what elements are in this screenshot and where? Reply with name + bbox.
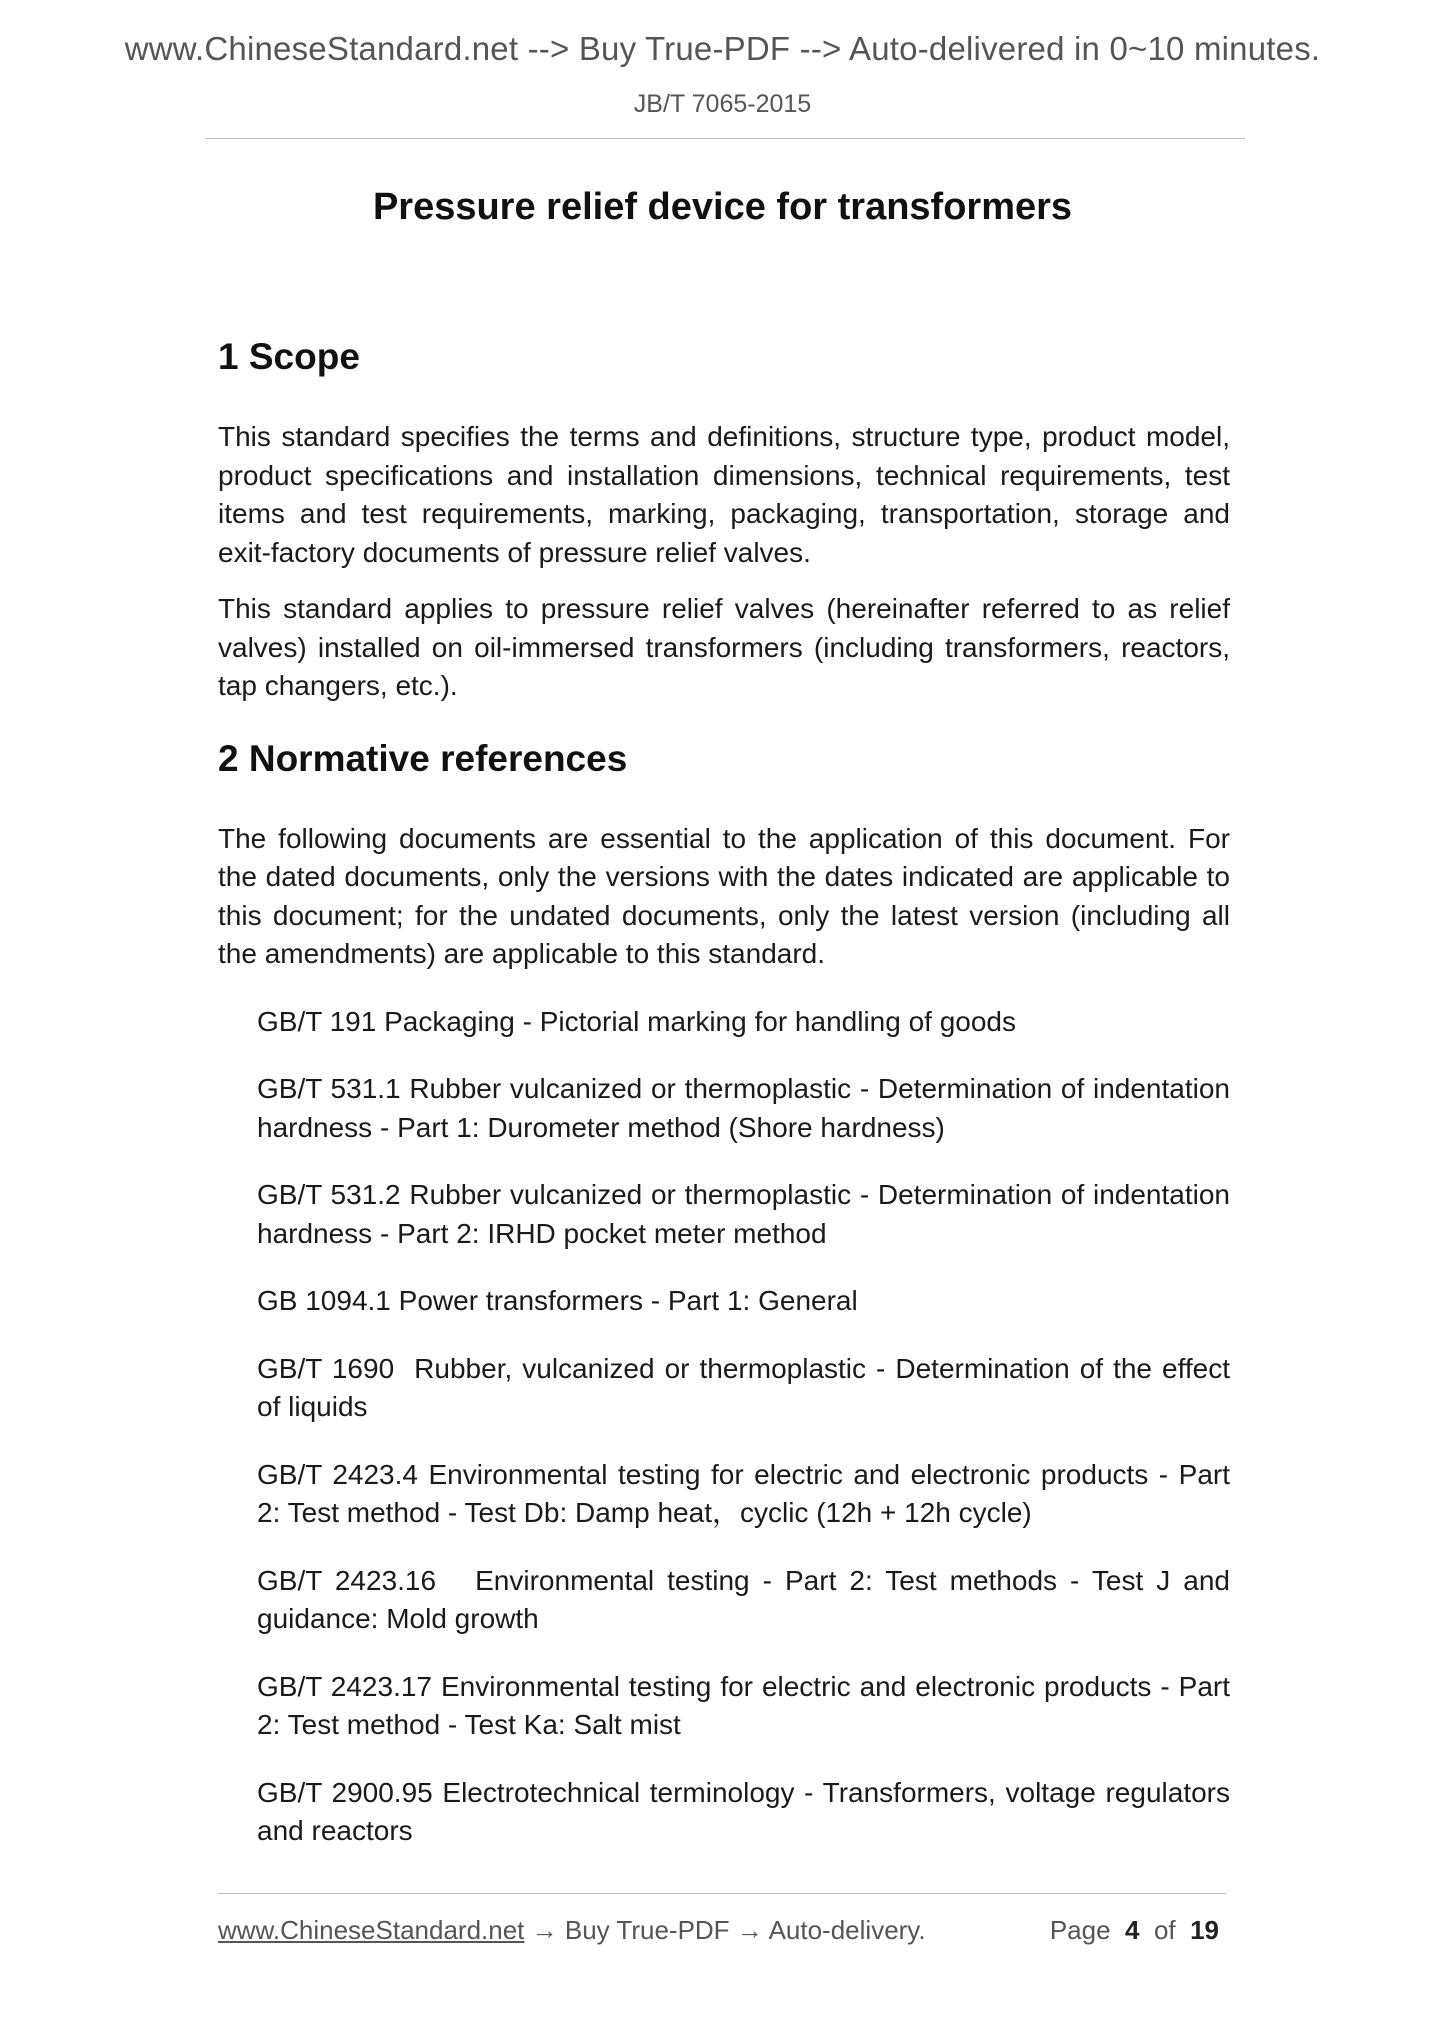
header-divider <box>205 138 1245 139</box>
page-current: 4 <box>1125 1915 1140 1945</box>
section-heading-scope: 1 Scope <box>218 336 360 377</box>
footer-tagline: → Buy True-PDF → Auto-delivery. <box>524 1915 926 1945</box>
page-footer <box>218 1915 1226 1946</box>
section-heading-normative-references: 2 Normative references <box>218 737 628 779</box>
reference-item: GB/T 1690 Rubber, vulcanized or thermoplastic - Determination of the effect of liquids <box>257 1352 1238 1422</box>
page-indicator <box>1050 1915 1219 1946</box>
page-label: Page <box>1049 1915 1111 1945</box>
reference-item: GB/T 531.1 Rubber vulcanized or thermoplastic - Determination of indentation hardness - Part 1: Durometer method (Shore hardness) <box>257 1073 1230 1143</box>
document-title: Pressure relief device for transformers <box>372 186 1073 228</box>
reference-item: GB/T 2900.95 Electrotechnical terminology - Transformers, voltage regulators and reactors <box>257 1776 1230 1846</box>
footer-site-link[interactable]: www.ChineseStandard.net <box>218 1915 525 1945</box>
footer-divider <box>218 1893 1226 1894</box>
page-total: 19 <box>1190 1915 1219 1945</box>
normative-intro-paragraph: The following documents are essential to the application of this document. For the dated documents, only the versions with the dates indicated are applicable to this document; for the undated documents, only the latest version (including all the amendments) are applicable to this standard. <box>218 822 1230 969</box>
document-body <box>218 330 1238 1880</box>
reference-item: GB/T 191 Packaging - Pictorial marking for handling of goods <box>257 1005 1017 1037</box>
reference-item: GB/T 2423.16 Environmental testing - Part 2: Test methods - Test J and guidance: Mold growth <box>257 1564 1238 1634</box>
reference-item: GB/T 2423.4 Environmental testing for electric and electronic products - Part 2: Test method - Test Db: Damp heat，cyclic (12h + 12h cycle) <box>257 1458 1230 1528</box>
reference-list <box>257 1003 1238 1851</box>
top-banner: www.ChineseStandard.net --> Buy True-PDF --> Auto-delivered in 0~10 minutes. <box>124 30 1321 67</box>
document-code: JB/T 7065-2015 <box>633 90 812 118</box>
scope-paragraph-2: This standard applies to pressure relief valves (hereinafter referred to as relief valves) installed on oil-immersed transformers (including transformers, reactors, tap changers, etc.). <box>218 593 1230 701</box>
scope-paragraph-1: This standard specifies the terms and definitions, structure type, product model, product specifications and installation dimensions, technical requirements, test items and test requirements, marking, packaging, transportation, storage and exit-factory documents of pressure relief valves. <box>218 421 1230 568</box>
page-of-label: of <box>1153 1915 1176 1945</box>
reference-item: GB/T 531.2 Rubber vulcanized or thermoplastic - Determination of indentation hardness - Part 2: IRHD pocket meter method <box>257 1179 1230 1249</box>
reference-item: GB 1094.1 Power transformers - Part 1: General <box>257 1285 858 1316</box>
reference-item: GB/T 2423.17 Environmental testing for electric and electronic products - Part 2: Test method - Test Ka: Salt mist <box>257 1670 1230 1740</box>
